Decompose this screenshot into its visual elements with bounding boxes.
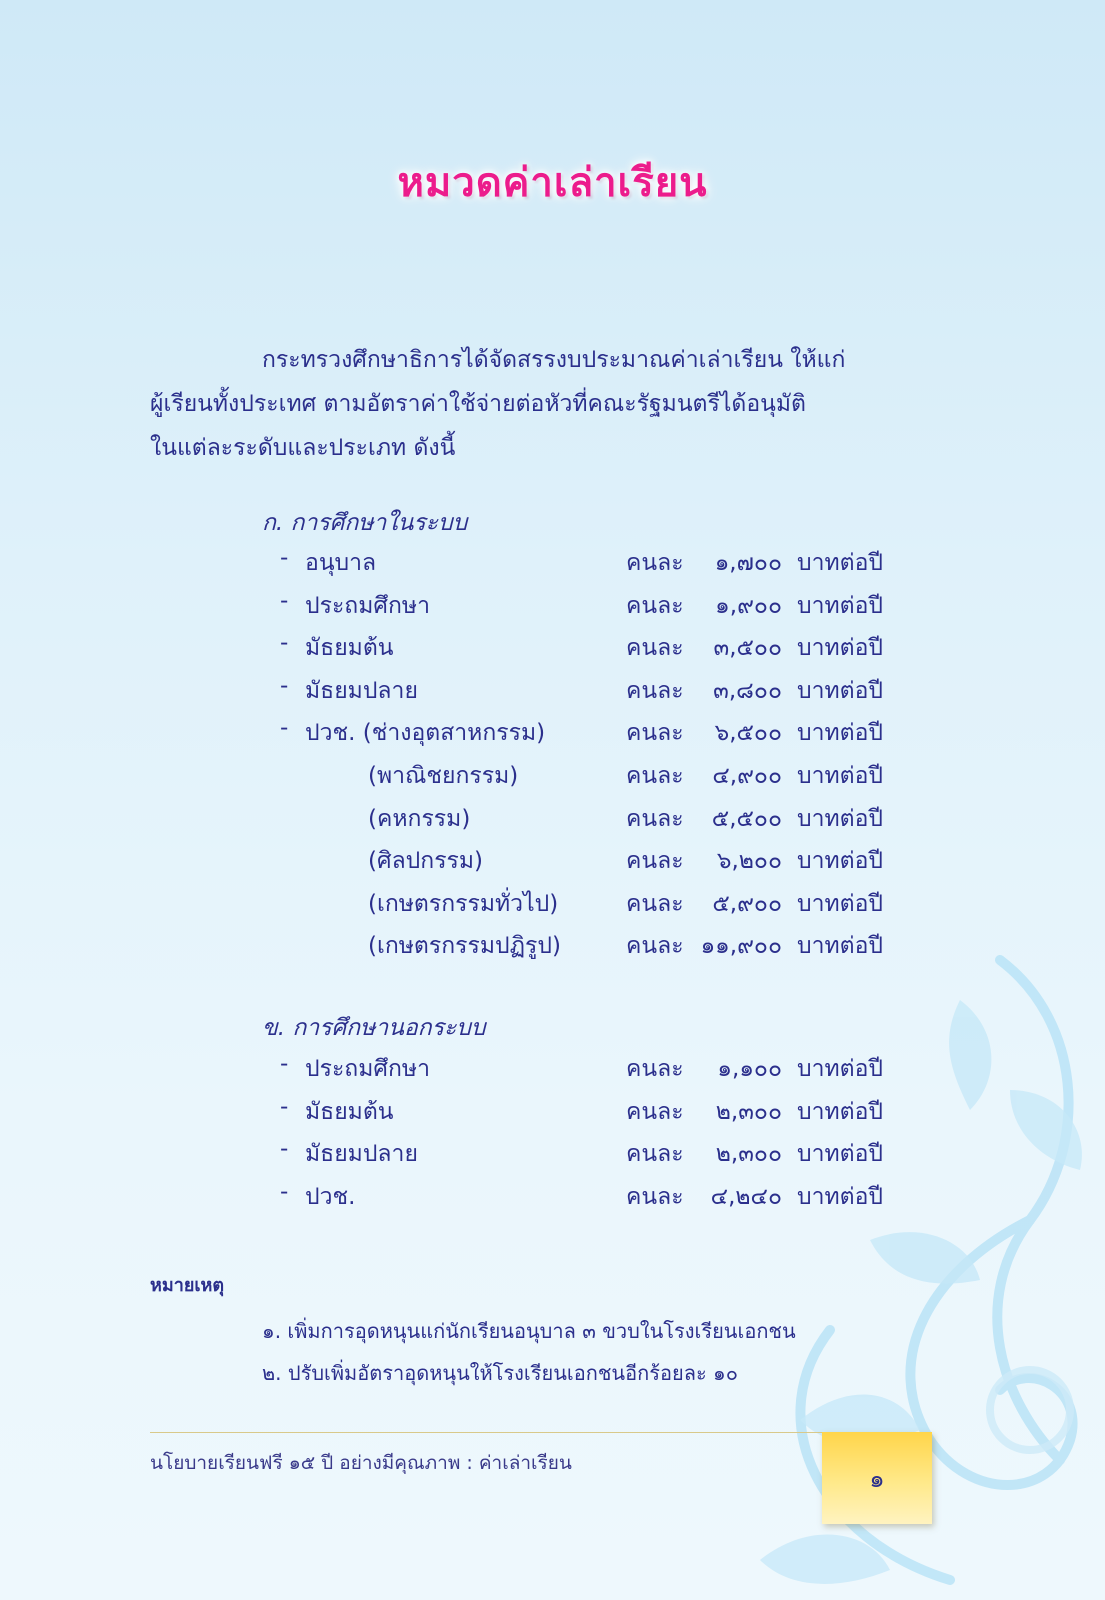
- unit-label: บาทต่อปี: [797, 1098, 884, 1125]
- fee-row: [0, 1051, 1105, 1094]
- fee-amount: ๖,๒๐๐: [716, 848, 782, 875]
- intro-line-1: กระทรวงศึกษาธิการได้จัดสรรงบประมาณค่าเล่าเรียน ให้แก่: [262, 347, 846, 373]
- unit-label: บาทต่อปี: [797, 550, 884, 576]
- page-number-box: [822, 1432, 932, 1524]
- level-name: (คหกรรม): [368, 805, 471, 832]
- fee-amount: ๑,๗๐๐: [714, 550, 782, 576]
- unit-label: บาทต่อปี: [797, 720, 884, 747]
- row-dash: -: [280, 1093, 289, 1120]
- level-name: ปวช.: [305, 1183, 356, 1210]
- fee-amount: ๔,๙๐๐: [712, 762, 782, 789]
- intro-line-2: ผู้เรียนทั้งประเทศ ตามอัตราค่าใช้จ่ายต่อหัวที่คณะรัฐมนตรีได้อนุมัติ: [150, 391, 806, 417]
- level-name: มัธยมต้น: [305, 635, 394, 662]
- row-dash: -: [280, 587, 289, 614]
- unit-label: บาทต่อปี: [797, 1056, 884, 1082]
- level-name: ปวช. (ช่างอุตสาหกรรม): [305, 720, 546, 747]
- fee-amount: ๑,๑๐๐: [717, 1056, 782, 1082]
- row-dash: -: [280, 1178, 289, 1205]
- page-number: ๑: [869, 1464, 885, 1493]
- intro-paragraph: [150, 338, 950, 470]
- per-person-label: คนละ: [626, 890, 684, 917]
- level-name: (ศิลปกรรม): [368, 848, 484, 875]
- per-person-label: คนละ: [626, 805, 684, 832]
- fee-row: [0, 1179, 1105, 1222]
- per-person-label: คนละ: [626, 848, 684, 875]
- level-name: มัธยมปลาย: [305, 677, 418, 704]
- page-title: หมวดค่าเล่าเรียน: [397, 160, 708, 206]
- fee-row: [0, 630, 1105, 673]
- row-dash: -: [280, 715, 289, 742]
- row-dash: -: [280, 545, 289, 571]
- level-name: (พาณิชยกรรม): [368, 762, 519, 789]
- fee-amount: ๑๑,๙๐๐: [700, 933, 782, 960]
- per-person-label: คนละ: [626, 1183, 684, 1210]
- fee-amount: ๑,๙๐๐: [715, 592, 782, 619]
- intro-line-3: ในแต่ละระดับและประเภท ดังนี้: [150, 435, 456, 461]
- footer-text: นโยบายเรียนฟรี ๑๕ ปี อย่างมีคุณภาพ : ค่าเล่าเรียน: [150, 1452, 572, 1474]
- row-dash: -: [280, 630, 289, 657]
- fee-row: [0, 588, 1105, 631]
- unit-label: บาทต่อปี: [797, 635, 884, 662]
- fee-row: [0, 886, 1105, 929]
- note-item: ๒. ปรับเพิ่มอัตราอุดหนุนให้โรงเรียนเอกชนอีกร้อยละ ๑๐: [262, 1361, 738, 1385]
- fee-row: [0, 801, 1105, 844]
- footer-divider: [150, 1432, 822, 1433]
- fee-row: [0, 1136, 1105, 1179]
- row-dash: -: [280, 1051, 289, 1077]
- per-person-label: คนละ: [626, 720, 684, 747]
- unit-label: บาทต่อปี: [797, 762, 884, 789]
- fee-row: [0, 843, 1105, 886]
- fee-amount: ๕,๕๐๐: [711, 805, 782, 832]
- section-b-heading: ข. การศึกษานอกระบบ: [262, 1015, 486, 1041]
- level-name: ประถมศึกษา: [305, 1056, 430, 1082]
- section-b-list: [0, 1051, 1105, 1221]
- note-item: ๑. เพิ่มการอุดหนุนแก่นักเรียนอนุบาล ๓ ขวบในโรงเรียนเอกชน: [262, 1319, 796, 1343]
- per-person-label: คนละ: [626, 762, 684, 789]
- unit-label: บาทต่อปี: [797, 1183, 884, 1210]
- per-person-label: คนละ: [626, 550, 684, 576]
- fee-row: [0, 715, 1105, 758]
- fee-amount: ๕,๙๐๐: [712, 890, 782, 917]
- fee-amount: ๒,๓๐๐: [715, 1098, 782, 1125]
- per-person-label: คนละ: [626, 592, 684, 619]
- fee-row: [0, 928, 1105, 971]
- level-name: มัธยมปลาย: [305, 1141, 418, 1168]
- level-name: มัธยมต้น: [305, 1098, 394, 1125]
- unit-label: บาทต่อปี: [797, 677, 884, 704]
- fee-amount: ๓,๕๐๐: [713, 635, 782, 662]
- fee-amount: ๒,๓๐๐: [715, 1141, 782, 1168]
- row-dash: -: [280, 1136, 289, 1163]
- unit-label: บาทต่อปี: [797, 848, 884, 875]
- level-name: (เกษตรกรรมทั่วไป): [368, 890, 559, 917]
- per-person-label: คนละ: [626, 1056, 684, 1082]
- fee-row: [0, 673, 1105, 716]
- fee-row: [0, 758, 1105, 801]
- per-person-label: คนละ: [626, 1141, 684, 1168]
- unit-label: บาทต่อปี: [797, 933, 884, 960]
- per-person-label: คนละ: [626, 677, 684, 704]
- unit-label: บาทต่อปี: [797, 805, 884, 832]
- section-a-heading: ก. การศึกษาในระบบ: [262, 510, 468, 536]
- per-person-label: คนละ: [626, 933, 684, 960]
- fee-amount: ๔,๒๔๐: [710, 1183, 782, 1210]
- per-person-label: คนละ: [626, 635, 684, 662]
- unit-label: บาทต่อปี: [797, 1141, 884, 1168]
- per-person-label: คนละ: [626, 1098, 684, 1125]
- notes-title: หมายเหตุ: [150, 1275, 225, 1296]
- unit-label: บาทต่อปี: [797, 592, 884, 619]
- fee-amount: ๓,๘๐๐: [713, 677, 782, 704]
- unit-label: บาทต่อปี: [797, 890, 884, 917]
- level-name: อนุบาล: [305, 550, 377, 576]
- notes-list: [262, 1310, 796, 1394]
- row-dash: -: [280, 672, 289, 699]
- level-name: ประถมศึกษา: [305, 592, 430, 619]
- fee-row: [0, 545, 1105, 588]
- section-a-list: [0, 545, 1105, 971]
- fee-row: [0, 1094, 1105, 1137]
- level-name: (เกษตรกรรมปฏิรูป): [368, 933, 561, 960]
- fee-amount: ๖,๕๐๐: [714, 720, 782, 747]
